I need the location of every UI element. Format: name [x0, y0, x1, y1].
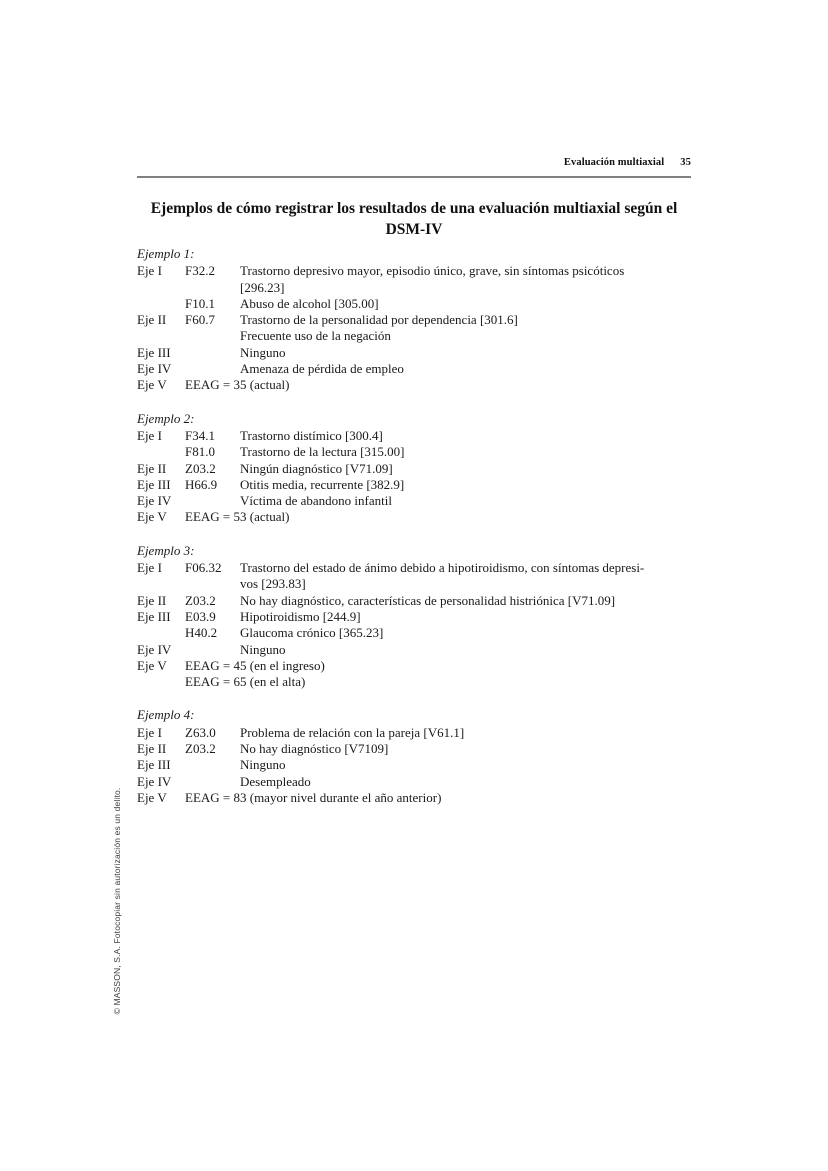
axis-row — [137, 461, 691, 477]
page-number: 35 — [680, 157, 691, 168]
axis-label: Eje II — [137, 592, 167, 608]
diagnosis-code: Z03.2 — [185, 592, 216, 608]
header-rule — [137, 176, 691, 178]
diagnosis-description — [240, 263, 691, 296]
diagnosis-description: Trastorno de la lectura [315.00] — [240, 444, 405, 460]
axis-label: Eje I — [137, 427, 162, 443]
axis-row — [137, 741, 691, 757]
axis-label: Eje III — [137, 476, 171, 492]
diagnosis-description: Víctima de abandono infantil — [240, 493, 392, 509]
example-block — [137, 707, 691, 806]
axis-score-value: EEAG = 45 (en el ingreso) — [185, 657, 325, 673]
axis-label: Eje V — [137, 377, 167, 393]
diagnosis-code: F81.0 — [185, 444, 215, 460]
axis-score-value: EEAG = 35 (actual) — [185, 377, 290, 393]
diagnosis-description-continuation: [296.23] — [240, 279, 285, 295]
copyright-text: © MASSON, S.A. Fotocopiar sin autorización es un delito. — [112, 787, 122, 1015]
diagnosis-description: Otitis media, recurrente [382.9] — [240, 476, 405, 492]
example-label: Ejemplo 2: — [137, 410, 195, 426]
page-title-line-2: según el DSM-IV — [385, 200, 678, 239]
axis-row — [137, 642, 691, 658]
axis-row — [137, 625, 691, 641]
axis-row — [137, 757, 691, 773]
axis-row — [137, 790, 691, 806]
diagnosis-description-continuation: vos [293.83] — [240, 576, 306, 592]
diagnosis-description: Abuso de alcohol [305.00] — [240, 295, 379, 311]
example-block — [137, 543, 691, 691]
diagnosis-description: Glaucoma crónico [365.23] — [240, 625, 384, 641]
axis-label: Eje III — [137, 344, 171, 360]
diagnosis-description: Hipotiroidismo [244.9] — [240, 608, 361, 624]
axis-row — [137, 593, 691, 609]
axis-label: Eje IV — [137, 493, 172, 509]
axis-label: Eje V — [137, 509, 167, 525]
axis-score-value: EEAG = 65 (en el alta) — [185, 674, 306, 690]
example-label: Ejemplo 1: — [137, 246, 195, 261]
examples-container — [137, 246, 691, 823]
axis-row — [137, 444, 691, 460]
diagnosis-code: H66.9 — [185, 476, 218, 492]
example-label: Ejemplo 4: — [137, 707, 195, 723]
axis-label: Eje IV — [137, 361, 172, 377]
axis-row — [137, 493, 691, 509]
axis-row — [137, 774, 691, 790]
axis-row — [137, 296, 691, 312]
axis-label: Eje I — [137, 724, 162, 740]
diagnosis-description: Trastorno de la personalidad por dependencia [301.6] — [240, 312, 518, 328]
diagnosis-description: Ninguno — [240, 641, 286, 657]
diagnosis-description: Ningún diagnóstico [V71.09] — [240, 460, 393, 476]
axis-row — [137, 328, 691, 344]
axis-row — [137, 509, 691, 525]
axis-label: Eje IV — [137, 773, 172, 789]
diagnosis-code: F06.32 — [185, 560, 222, 576]
axis-row — [137, 658, 691, 674]
diagnosis-description: Trastorno distímico [300.4] — [240, 427, 383, 443]
running-head-title: Evaluación multiaxial — [563, 157, 665, 168]
axis-row — [137, 377, 691, 393]
axis-row — [137, 674, 691, 690]
diagnosis-description-text: Trastorno del estado de ánimo debido a hipotiroidismo, con síntomas depresi- — [240, 560, 645, 576]
diagnosis-code: H40.2 — [185, 625, 218, 641]
diagnosis-description-text: Trastorno depresivo mayor, episodio único, grave, sin síntomas psicóticos — [240, 263, 625, 279]
axis-row — [137, 428, 691, 444]
diagnosis-description: Desempleado — [240, 773, 311, 789]
axis-row — [137, 560, 691, 593]
diagnosis-code: F10.1 — [185, 295, 215, 311]
diagnosis-description: Ninguno — [240, 344, 286, 360]
diagnosis-code: E03.9 — [185, 608, 216, 624]
diagnosis-description: No hay diagnóstico, características de personalidad histriónica [V71.09] — [240, 592, 616, 608]
axis-label: Eje I — [137, 263, 162, 279]
running-head — [137, 157, 691, 168]
diagnosis-code: F60.7 — [185, 312, 215, 328]
diagnosis-code: F32.2 — [185, 263, 215, 279]
axis-score-value: EEAG = 83 (mayor nivel durante el año anterior) — [185, 789, 442, 805]
axis-label: Eje II — [137, 741, 167, 757]
axis-score-value: EEAG = 53 (actual) — [185, 509, 290, 525]
diagnosis-code: F34.1 — [185, 427, 215, 443]
axis-label: Eje III — [137, 608, 171, 624]
diagnosis-description: No hay diagnóstico [V7109] — [240, 741, 389, 757]
diagnosis-description — [240, 560, 691, 593]
diagnosis-code: Z63.0 — [185, 724, 216, 740]
example-block — [137, 411, 691, 526]
diagnosis-description: Problema de relación con la pareja [V61.1] — [240, 724, 465, 740]
axis-label: Eje V — [137, 657, 167, 673]
example-block — [137, 246, 691, 394]
example-label: Ejemplo 3: — [137, 542, 195, 558]
diagnosis-description: Frecuente uso de la negación — [240, 328, 391, 344]
axis-row — [137, 725, 691, 741]
axis-label: Eje III — [137, 757, 171, 773]
diagnosis-code: Z03.2 — [185, 741, 216, 757]
axis-label: Eje II — [137, 312, 167, 328]
axis-row — [137, 477, 691, 493]
copyright-notice — [104, 776, 130, 1026]
axis-label: Eje I — [137, 560, 162, 576]
axis-label: Eje V — [137, 789, 167, 805]
diagnosis-description: Amenaza de pérdida de empleo — [240, 361, 404, 377]
axis-row — [137, 312, 691, 328]
axis-row — [137, 609, 691, 625]
diagnosis-code: Z03.2 — [185, 460, 216, 476]
axis-label: Eje IV — [137, 641, 172, 657]
axis-row — [137, 345, 691, 361]
axis-label: Eje II — [137, 460, 167, 476]
page-title-line-1: Ejemplos de cómo registrar los resultados de una evaluación multiaxial — [150, 200, 621, 218]
axis-row — [137, 263, 691, 296]
page-title — [137, 198, 691, 240]
diagnosis-description: Ninguno — [240, 757, 286, 773]
axis-row — [137, 361, 691, 377]
